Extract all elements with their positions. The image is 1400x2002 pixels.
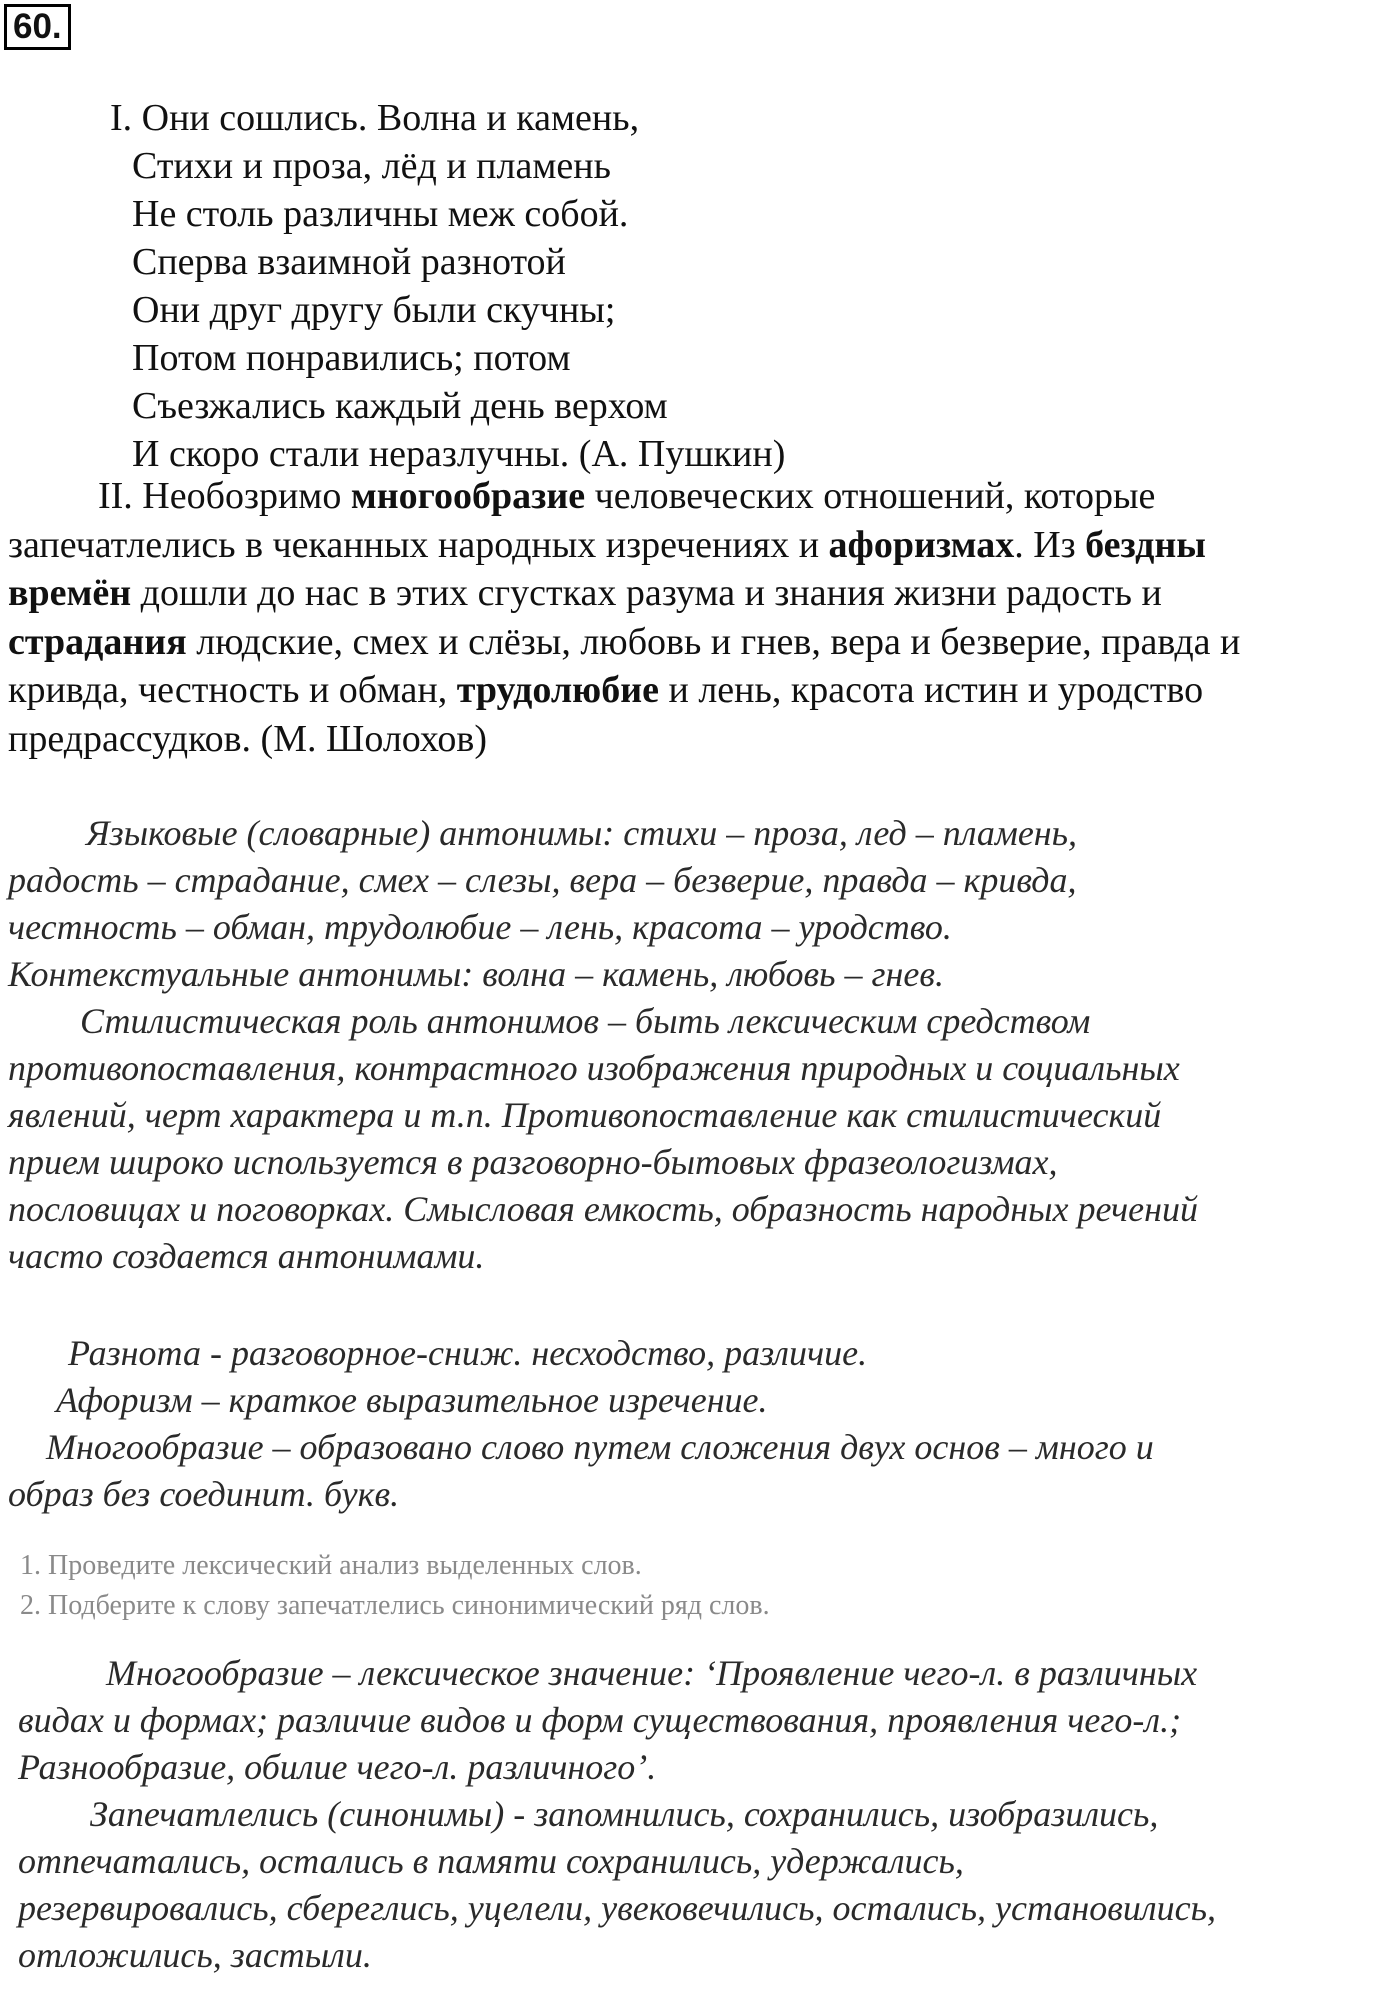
prose-text: дошли до нас в этих сгустках разума и знания жизни радость и	[131, 572, 1162, 614]
poem-line: Стихи и проза, лёд и пламень	[132, 145, 611, 187]
prose-text: . Из	[1014, 523, 1086, 566]
word-definitions	[8, 1330, 1154, 1518]
definition-line: Афоризм – краткое выразительное изречение.	[56, 1380, 768, 1420]
prose-paragraph	[8, 472, 1393, 763]
prose-line	[8, 472, 1393, 521]
final-line: резервировались, сберeглись, уцелели, увековечились, остались, установились,	[18, 1888, 1216, 1928]
poem-line: И скоро стали неразлучны. (А. Пушкин)	[132, 433, 786, 475]
answer-line: часто создается антонимами.	[8, 1236, 485, 1276]
answer-line: честность – обман, трудолюбие – лень, красота – уродство.	[8, 907, 952, 947]
answer-line: пословицах и поговорках. Смысловая емкость, образность народных речений	[8, 1189, 1198, 1229]
final-line: Разнообразие, обилие чего-л. различного’.	[18, 1747, 657, 1787]
highlighted-word: афоризмах	[828, 523, 1015, 566]
poem-line: Сперва взаимной разнотой	[132, 241, 566, 283]
prose-text: и лень, красота истин и уродство	[658, 669, 1204, 711]
task-questions	[20, 1546, 770, 1626]
highlighted-word: бездны	[1085, 523, 1206, 566]
highlighted-word: страдания	[8, 620, 187, 663]
definition-line: Разнота - разговорное-сниж. несходство, различие.	[68, 1333, 868, 1373]
poem-line: Съезжались каждый день верхом	[132, 385, 668, 427]
highlighted-word: многообразие	[350, 475, 586, 517]
prose-text: кривда, честность и обман,	[8, 669, 457, 711]
prose-text: запечатлелись в чеканных народных изречениях и	[8, 523, 829, 566]
answer-line: явлений, черт характера и т.п. Противопоставление как стилистический	[8, 1095, 1162, 1135]
final-line: Многообразие – лексическое значение: ‘Проявление чего-л. в различных	[106, 1653, 1198, 1693]
final-line: Запечатлелись (синонимы) - запомнились, сохранились, изобразились,	[90, 1794, 1159, 1834]
poem-line: I. Они сошлись. Волна и камень,	[110, 97, 640, 139]
answer-line: прием широко используется в разговорно-бытовых фразеологизмах,	[8, 1142, 1058, 1182]
prose-text: человеческих отношений, которые	[585, 475, 1156, 517]
final-line: отпечатались, остались в памяти сохранились, удержались,	[18, 1841, 964, 1881]
prose-line	[8, 666, 1393, 715]
prose-line	[8, 618, 1393, 667]
answer-line: противопоставления, контрастного изображения природных и социальных	[8, 1048, 1180, 1088]
poem-line: Не столь различны меж собой.	[132, 193, 629, 235]
highlighted-word: трудолюбие	[456, 669, 659, 711]
antonyms-answer	[8, 810, 1198, 1280]
prose-text: II. Необозримо	[98, 475, 351, 517]
poem-line: Потом понравились; потом	[132, 337, 571, 379]
prose-line: предрассудков. (М. Шолохов)	[8, 717, 487, 760]
final-line: видах и формах; различие видов и форм существования, проявления чего-л.;	[18, 1700, 1182, 1740]
exercise-number: 60.	[4, 4, 71, 50]
definition-line: Многообразие – образовано слово путем сложения двух основ – много и	[46, 1427, 1154, 1467]
poem	[110, 94, 785, 478]
answer-line: Стилистическая роль антонимов – быть лексическим средством	[80, 1001, 1091, 1041]
question-item: 1. Проведите лексический анализ выделенных слов.	[20, 1550, 642, 1581]
prose-text: людские, смех и слёзы, любовь и гнев, вера и безверие, правда и	[186, 620, 1241, 663]
answer-line: Языковые (словарные) антонимы: стихи – проза, лед – пламень,	[86, 813, 1078, 853]
question-item: 2. Подберите к слову запечатлелись синонимический ряд слов.	[20, 1590, 770, 1621]
poem-line: Они друг другу были скучны;	[132, 289, 616, 331]
definition-line: образ без соединит. букв.	[8, 1474, 400, 1514]
prose-line	[8, 521, 1393, 570]
final-line: отложились, застыли.	[18, 1935, 372, 1975]
highlighted-word: времён	[8, 572, 132, 614]
answer-line: Контекстуальные антонимы: волна – камень, любовь – гнев.	[8, 954, 944, 994]
answer-line: радость – страдание, смех – слезы, вера – безверие, правда – кривда,	[8, 860, 1077, 900]
prose-line	[8, 569, 1393, 618]
final-answer	[18, 1650, 1216, 1979]
